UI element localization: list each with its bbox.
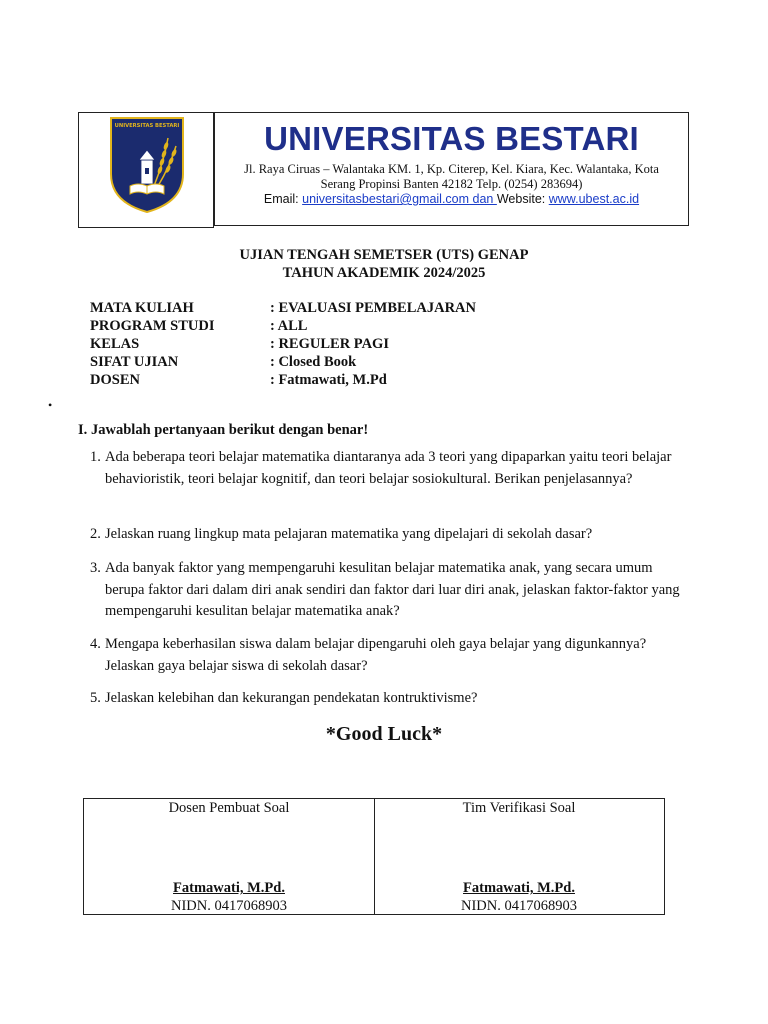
- info-label: MATA KULIAH: [90, 300, 194, 316]
- question-text: Jelaskan kelebihan dan kekurangan pendekatan kontruktivisme?: [105, 690, 478, 706]
- info-label: PROGRAM STUDI: [90, 318, 215, 334]
- contact-line: [214, 192, 689, 206]
- signature-nidn: NIDN. 0417068903: [171, 898, 287, 914]
- section-number: I.: [78, 422, 88, 438]
- address-line-1: Jl. Raya Ciruas – Walantaka KM. 1, Kp. Citerep, Kel. Kiara, Kec. Walantaka, Kota: [244, 162, 659, 176]
- info-label: SIFAT UJIAN: [90, 354, 179, 370]
- question-number: 2.: [90, 526, 101, 542]
- svg-text:UNIVERSITAS BESTARI: UNIVERSITAS BESTARI: [114, 123, 180, 129]
- good-luck: *Good Luck*: [325, 723, 443, 745]
- info-label: DOSEN: [90, 372, 140, 388]
- signature-name: Fatmawati, M.Pd.: [173, 880, 285, 896]
- signature-table: [83, 798, 665, 915]
- university-name: UNIVERSITAS BESTARI: [264, 120, 639, 157]
- section-title: Jawablah pertanyaan berikut dengan benar!: [91, 422, 369, 438]
- signature-cell-lecturer: [84, 799, 374, 914]
- question-text: Mengapa keberhasilan siswa dalam belajar dipengaruhi oleh gaya belajar yang digunkannya? Jelaskan gaya belajar siswa di sekolah dasar?: [105, 636, 647, 674]
- signature-nidn: NIDN. 0417068903: [461, 898, 577, 914]
- question-number: 3.: [90, 560, 101, 576]
- bullet: •: [48, 398, 53, 412]
- question-text: Ada beberapa teori belajar matematika diantaranya ada 3 teori yang dipaparkan yaitu teori belajar behavioristik, teori belajar kognitif, dan teori belajar sosiokultural. Berikan penjelasannya?: [105, 449, 672, 487]
- question-number: 5.: [90, 690, 101, 706]
- logo-frame-right: [205, 112, 214, 228]
- info-value: : Closed Book: [270, 354, 357, 370]
- signature-cell-verifier: [374, 799, 664, 914]
- letterhead-text: [214, 0, 689, 230]
- website-link[interactable]: www.ubest.ac.id: [548, 192, 640, 206]
- info-label: KELAS: [90, 336, 140, 352]
- signature-name: Fatmawati, M.Pd.: [463, 880, 575, 896]
- info-value: : Fatmawati, M.Pd: [270, 372, 387, 388]
- info-value: : REGULER PAGI: [270, 336, 389, 352]
- info-value: : ALL: [270, 318, 308, 334]
- info-value: : EVALUASI PEMBELAJARAN: [270, 300, 476, 316]
- signature-heading: Dosen Pembuat Soal: [168, 800, 290, 816]
- dan-text: dan: [469, 192, 497, 206]
- question-number: 1.: [90, 449, 101, 465]
- email-label: Email:: [263, 192, 303, 206]
- university-logo: [108, 116, 186, 214]
- website-label: Website:: [496, 192, 549, 206]
- academic-year: TAHUN AKADEMIK 2024/2025: [282, 265, 486, 281]
- question-text: Jelaskan ruang lingkup mata pelajaran matematika yang dipelajari di sekolah dasar?: [105, 526, 593, 542]
- email-link[interactable]: universitasbestari@gmail.com: [302, 192, 470, 206]
- address-line-2: Serang Propinsi Banten 42182 Telp. (0254) 283694): [320, 177, 583, 191]
- question-number: 4.: [90, 636, 101, 652]
- question-text: Ada banyak faktor yang mempengaruhi kesulitan belajar matematika anak, yang secara umum berupa faktor dari dalam diri anak sendiri dan faktor dari luar diri anak, jelaskan faktor-faktor yang mempengaruhi kesulitan belajar matematika anak?: [105, 560, 680, 619]
- exam-title: UJIAN TENGAH SEMETSER (UTS) GENAP: [239, 247, 529, 263]
- signature-heading: Tim Verifikasi Soal: [462, 800, 576, 816]
